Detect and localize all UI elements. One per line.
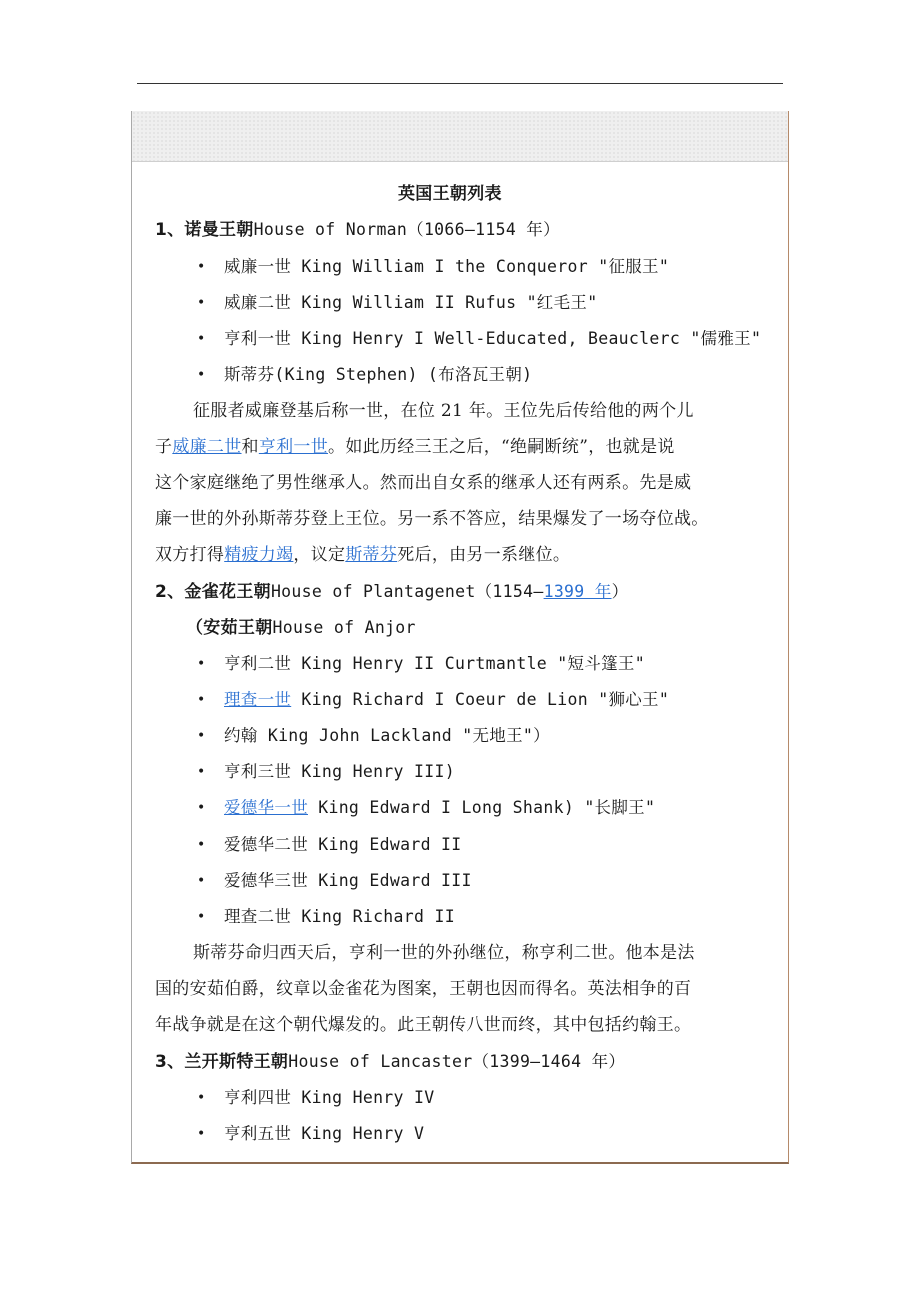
bullet-icon: •	[197, 909, 206, 925]
paragraph-line: 斯蒂芬命归西天后，亨利一世的外孙继位，称亨利二世。他本是法	[193, 943, 695, 963]
list-item: 亨利五世 King Henry V	[224, 1124, 425, 1143]
list-item: 爱德华二世 King Edward II	[224, 835, 462, 854]
page-title: 英国王朝列表	[398, 184, 502, 204]
bullet-icon: •	[197, 1090, 206, 1106]
paragraph-line: 这个家庭继绝了男性继承人。然而出自女系的继承人还有两系。先是威	[155, 473, 692, 493]
bullet-icon: •	[197, 764, 206, 780]
bullet-icon: •	[197, 259, 206, 275]
bullet-icon: •	[197, 692, 206, 708]
list-item: 亨利一世 King Henry I Well-Educated, Beauclerc "儒雅王"	[224, 329, 762, 348]
bullet-icon: •	[197, 800, 206, 816]
paragraph-line: 廉一世的外孙斯蒂芬登上王位。另一系不答应，结果爆发了一场夺位战。	[155, 509, 709, 529]
link-1399[interactable]: 1399 年	[543, 582, 612, 601]
list-item: 亨利四世 King Henry IV	[224, 1088, 435, 1107]
link-stephen[interactable]: 斯蒂芬	[345, 545, 398, 565]
subheading-anjou: （安茹王朝House of Anjor	[186, 618, 416, 638]
section-heading-norman: 1、诺曼王朝House of Norman（1066—1154 年）	[155, 220, 560, 240]
bullet-icon: •	[197, 837, 206, 853]
paragraph-line: 年战争就是在这个朝代爆发的。此王朝传八世而终，其中包括约翰王。	[155, 1015, 692, 1035]
bullet-icon: •	[197, 873, 206, 889]
link-richard-i[interactable]: 理查一世	[224, 690, 292, 709]
paragraph-line: 征服者威廉登基后称一世，在位 21 年。王位先后传给他的两个儿	[193, 401, 694, 421]
bullet-icon: •	[197, 367, 206, 383]
paragraph-line: 子威廉二世和亨利一世。如此历经三王之后，“绝嗣断统”，也就是说	[155, 437, 675, 457]
list-item: 亨利二世 King Henry II Curtmantle "短斗篷王"	[224, 654, 645, 673]
link-edward-i[interactable]: 爱德华一世	[224, 798, 308, 817]
link-exhausted[interactable]: 精疲力竭	[224, 545, 294, 565]
section-heading-plantagenet: 2、金雀花王朝House of Plantagenet（1154—1399 年）	[155, 582, 629, 602]
bullet-icon: •	[197, 1126, 206, 1142]
list-item: 理查一世 King Richard I Coeur de Lion "狮心王"	[224, 690, 670, 709]
list-item: 爱德华一世 King Edward I Long Shank) "长脚王"	[224, 798, 656, 817]
list-item: 威廉一世 King William I the Conqueror "征服王"	[224, 257, 670, 276]
header-rule	[137, 83, 783, 84]
bullet-icon: •	[197, 728, 206, 744]
link-william-ii[interactable]: 威廉二世	[172, 437, 242, 457]
bullet-icon: •	[197, 331, 206, 347]
list-item: 约翰 King John Lackland "无地王"）	[224, 726, 550, 745]
paragraph-line: 国的安茹伯爵，纹章以金雀花为图案，王朝也因而得名。英法相争的百	[155, 979, 692, 999]
link-henry-i[interactable]: 亨利一世	[258, 437, 329, 457]
dotted-header-band	[132, 111, 788, 162]
bullet-icon: •	[197, 656, 206, 672]
list-item: 理查二世 King Richard II	[224, 907, 455, 926]
list-item: 亨利三世 King Henry III)	[224, 762, 455, 781]
section-heading-lancaster: 3、兰开斯特王朝House of Lancaster（1399—1464 年）	[155, 1052, 626, 1072]
list-item: 斯蒂芬(King Stephen) (布洛瓦王朝)	[224, 365, 533, 384]
list-item: 爱德华三世 King Edward III	[224, 871, 472, 890]
paragraph-line: 双方打得精疲力竭，议定斯蒂芬死后，由另一系继位。	[155, 545, 571, 565]
list-item: 威廉二世 King William II Rufus "红毛王"	[224, 293, 598, 312]
bullet-icon: •	[197, 295, 206, 311]
